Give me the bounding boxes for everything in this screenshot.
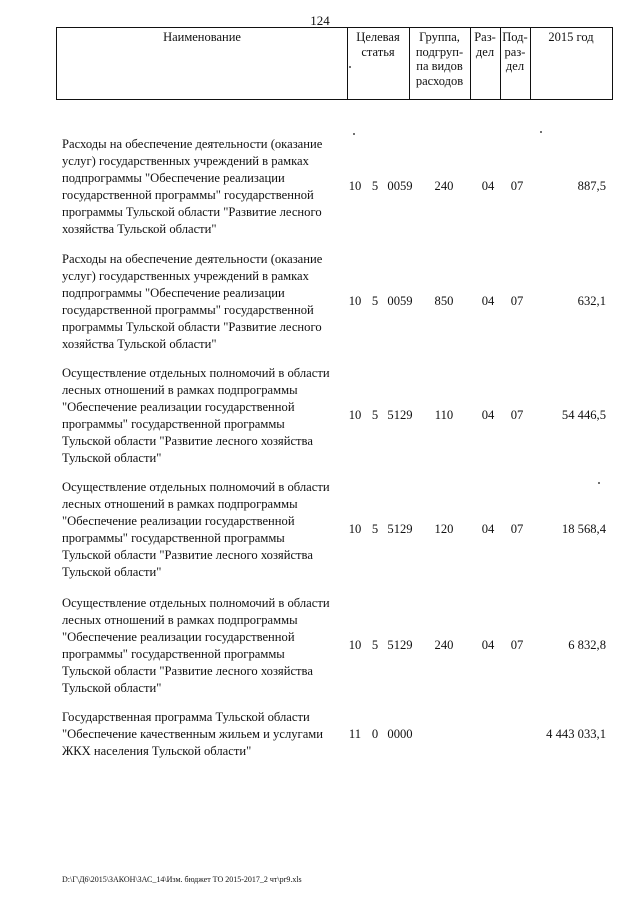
header-razdel: Раз- дел <box>474 30 496 59</box>
row-razdel: 04 <box>481 179 495 193</box>
file-path-footer: D:\Г\Д6\2015\ЗАКОН\ЗАС_14\Изм. бюджет ТО 2015-2017_2 чт\pr9.xls <box>62 875 302 884</box>
row-code-direction: 0000 <box>387 727 413 741</box>
row-razdel: 04 <box>481 522 495 536</box>
row-code-subprogram: 5 <box>371 522 379 536</box>
row-code-direction: 5129 <box>387 638 413 652</box>
row-name: Расходы на обеспечение деятельности (оказание услуг) государственных учреждений в рамках подпрограммы "Обеспечение реализации государственной программы" государственной программы Тульской области "Развитие лесного хозяйства Тульской области" <box>62 252 323 351</box>
row-razdel: 04 <box>481 294 495 308</box>
row-code-subprogram: 0 <box>371 727 379 741</box>
row-code-direction: 0059 <box>387 294 413 308</box>
header-name: Наименование <box>163 30 241 44</box>
row-name: Осуществление отдельных полномочий в области лесных отношений в рамках подпрограммы "Обеспечение реализации государственной программы" государственной программы Тульской области "Развитие лесного хозяйства Тульской области" <box>62 596 330 695</box>
table-header <box>56 27 613 100</box>
row-code-direction: 5129 <box>387 408 413 422</box>
row-group: 110 <box>434 408 454 422</box>
row-amount: 887,5 <box>577 179 606 193</box>
row-code-program: 10 <box>348 638 362 652</box>
row-amount: 6 832,8 <box>568 638 606 652</box>
row-code-program: 10 <box>348 294 362 308</box>
row-code-program: 11 <box>348 727 362 741</box>
row-podrazdel: 07 <box>510 638 524 652</box>
row-name: Расходы на обеспечение деятельности (оказание услуг) государственных учреждений в рамках подпрограммы "Обеспечение реализации государственной программы" государственной программы Тульской области "Развитие лесного хозяйства Тульской области" <box>62 137 323 236</box>
row-group: 120 <box>434 522 454 536</box>
scan-speck <box>540 131 542 133</box>
row-code-subprogram: 5 <box>371 638 379 652</box>
header-year: 2015 год <box>548 30 594 44</box>
row-code-subprogram: 5 <box>371 294 379 308</box>
row-name: Осуществление отдельных полномочий в области лесных отношений в рамках подпрограммы "Обеспечение реализации государственной программы" государственной программы Тульской области "Развитие лесного хозяйства Тульской области" <box>62 480 330 579</box>
row-code-direction: 5129 <box>387 522 413 536</box>
header-podrazdel: Под- раз- дел <box>502 30 528 73</box>
row-name: Осуществление отдельных полномочий в области лесных отношений в рамках подпрограммы "Обеспечение реализации государственной программы" государственной программы Тульской области "Развитие лесного хозяйства Тульской области" <box>62 366 330 465</box>
row-amount: 18 568,4 <box>561 522 606 536</box>
row-podrazdel: 07 <box>510 522 524 536</box>
row-code-program: 10 <box>348 408 362 422</box>
page-number: 124 <box>310 13 330 28</box>
row-amount: 4 443 033,1 <box>546 727 606 741</box>
row-amount: 54 446,5 <box>561 408 606 422</box>
row-group: 240 <box>434 179 454 193</box>
header-group: Группа, подгруп- па видов расходов <box>415 30 464 88</box>
scan-speck <box>598 482 600 484</box>
row-razdel: 04 <box>481 638 495 652</box>
row-podrazdel: 07 <box>510 179 524 193</box>
row-name: Государственная программа Тульской области "Обеспечение качественным жильем и услугами ЖКХ населения Тульской области" <box>62 710 323 758</box>
row-razdel: 04 <box>481 408 495 422</box>
row-code-program: 10 <box>348 522 362 536</box>
row-code-subprogram: 5 <box>371 179 379 193</box>
scan-speck <box>349 66 351 68</box>
row-group: 850 <box>434 294 454 308</box>
scan-speck <box>353 133 355 135</box>
row-code-direction: 0059 <box>387 179 413 193</box>
row-podrazdel: 07 <box>510 408 524 422</box>
header-target-article: Целевая статья <box>356 30 400 59</box>
row-group: 240 <box>434 638 454 652</box>
row-podrazdel: 07 <box>510 294 524 308</box>
row-code-subprogram: 5 <box>371 408 379 422</box>
row-code-program: 10 <box>348 179 362 193</box>
row-amount: 632,1 <box>577 294 606 308</box>
